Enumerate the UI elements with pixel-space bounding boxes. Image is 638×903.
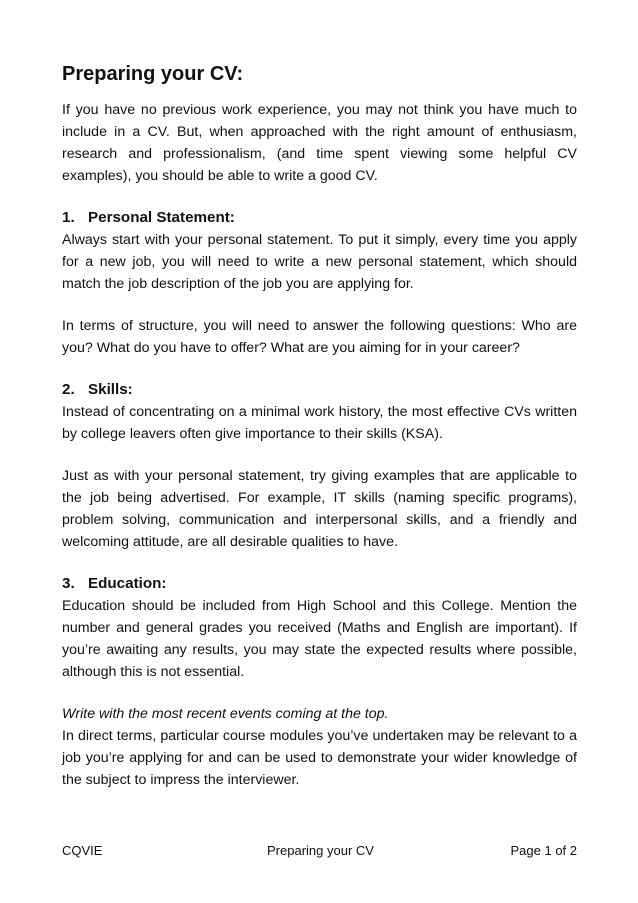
document-page bbox=[62, 62, 577, 791]
page-title: Preparing your CV: bbox=[62, 63, 244, 85]
section-title: Skills: bbox=[88, 381, 133, 398]
personal-statement-structure-paragraph: In terms of structure, you will need to answer the following questions: Who are you? What do you have to offer? What are you aiming for in your career? bbox=[62, 318, 577, 356]
skills-examples-paragraph: Just as with your personal statement, try giving examples that are applicable to the job being advertised. For example, IT skills (naming specific programs), problem solving, communication and interpersonal skills, and a friendly and welcoming attitude, are all desirable qualities to have. bbox=[62, 468, 577, 550]
section-title: Education: bbox=[88, 575, 167, 592]
footer-page-number: Page 1 of 2 bbox=[510, 843, 577, 858]
intro-paragraph: If you have no previous work experience, you may not think you have much to include in a CV. But, when approached with the right amount of enthusiasm, research and professionalism, (and time spent viewing some helpful CV examples), you should be able to write a good CV. bbox=[62, 102, 577, 184]
footer-center: Preparing your CV bbox=[267, 843, 374, 858]
education-paragraph: Education should be included from High School and this College. Mention the number and general grades you received (Maths and English are important). If you’re awaiting any results, you may state the expected results where possible, although this is not essential. bbox=[62, 598, 577, 680]
section-heading-skills bbox=[62, 379, 577, 401]
section-heading-personal-statement bbox=[62, 207, 577, 229]
section-title: Personal Statement: bbox=[88, 209, 235, 226]
section-number: 3. bbox=[62, 575, 75, 592]
personal-statement-paragraph: Always start with your personal statement. To put it simply, every time you apply for a new job, you will need to write a new personal statement, which should match the job description of the job you are applying for. bbox=[62, 232, 577, 292]
education-italic-note: Write with the most recent events coming at the top. bbox=[62, 706, 389, 722]
page-footer bbox=[62, 843, 577, 859]
footer-left: CQVIE bbox=[62, 843, 103, 858]
education-closing-paragraph: In direct terms, particular course modules you’ve undertaken may be relevant to a job you’re applying for and can be used to demonstrate your wider knowledge of the subject to impress the interviewer. bbox=[62, 728, 577, 788]
section-number: 2. bbox=[62, 381, 75, 398]
section-number: 1. bbox=[62, 209, 75, 226]
section-heading-education bbox=[62, 573, 577, 595]
skills-paragraph: Instead of concentrating on a minimal work history, the most effective CVs written by college leavers often give importance to their skills (KSA). bbox=[62, 404, 577, 442]
